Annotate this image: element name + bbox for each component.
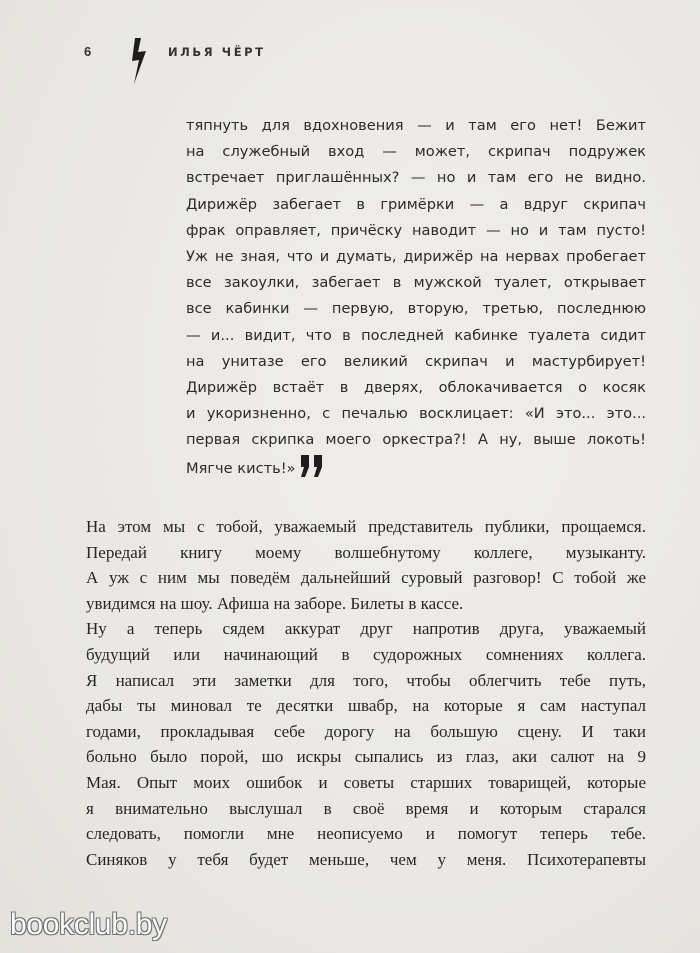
quote-line xyxy=(186,296,646,322)
quote-line xyxy=(186,453,646,479)
body-line: увидимся на шоу. Афиша на заборе. Билеты в кассе. xyxy=(86,593,464,613)
quote-block xyxy=(186,113,646,480)
quote-line-text: и укоризненно, с печалью восклицает: «И это... это... xyxy=(186,405,646,423)
quote-line-text: Дирижёр встаёт в дверях, облокачивается о косяк xyxy=(186,378,646,396)
quote-line-text: Уж не зная, что и думать, дирижёр на нервах пробегает xyxy=(186,247,646,265)
quote-line-text: встречает приглашённых? — но и там его не видно. xyxy=(186,169,646,187)
quote-line-text: все закоулки, забегает в мужской туалет, открывает xyxy=(186,274,646,292)
page-number: 6 xyxy=(84,44,92,59)
quote-line xyxy=(186,139,646,165)
body-line: Мая. Опыт моих ошибок и советы старших товарищей, которые xyxy=(86,772,646,792)
quote-line xyxy=(186,323,646,349)
body-line: я внимательно выслушал в своё время и которым старался xyxy=(86,798,646,818)
body-line: Передай книгу моему волшебнутому коллеге, музыканту. xyxy=(86,542,646,562)
quote-line-text: Дирижёр забегает в гримёрки — а вдруг скрипач xyxy=(186,195,646,213)
body-line: Ну а теперь сядем аккурат друг напротив друга, уважаемый xyxy=(86,619,646,639)
running-head: ИЛЬЯ ЧЁРТ xyxy=(168,45,266,59)
quote-line xyxy=(186,349,646,375)
quote-line-text: — и... видит, что в последней кабинке туалета сидит xyxy=(186,326,646,344)
quote-line-text: первая скрипка моего оркестра?! А ну, выше локоть! xyxy=(186,431,646,449)
quote-line xyxy=(186,427,646,453)
quote-line-text: Мягче кисть!» xyxy=(186,460,296,478)
body-line: дабы ты миновал те десятки швабр, на которые я сам наступал xyxy=(86,696,646,716)
quote-line xyxy=(186,401,646,427)
watermark: bookclub.by xyxy=(10,908,167,941)
quote-line xyxy=(186,218,646,244)
quote-line-text: на служебный вход — может, скрипач подружек xyxy=(186,143,646,161)
quote-line-text: на унитазе его великий скрипач и мастурбирует! xyxy=(186,352,646,370)
body-line: будущий или начинающий в судорожных сомнениях коллега. xyxy=(86,644,646,664)
quote-line xyxy=(186,192,646,218)
lightning-bolt-icon xyxy=(131,38,151,84)
body-line: Я написал эти заметки для того, чтобы облегчить тебе путь, xyxy=(86,670,646,690)
quote-line-text: фрак оправляет, причёску наводит — но и там пусто! xyxy=(186,221,646,239)
quote-line xyxy=(186,165,646,191)
quote-line xyxy=(186,375,646,401)
body-line: А уж с ним мы поведём дальнейший суровый разговор! С тобой же xyxy=(86,568,646,588)
quote-line xyxy=(186,244,646,270)
body-line: Синяков у тебя будет меньше, чем у меня. Психотерапевты xyxy=(86,849,646,869)
quote-line xyxy=(186,270,646,296)
body-line: больно было порой, шо искры сыпались из глаз, аки салют на 9 xyxy=(86,747,646,767)
closing-quote-icon xyxy=(299,453,325,479)
quote-line-text: тяпнуть для вдохновения — и там его нет! Бежит xyxy=(186,117,646,134)
body-line: следовать, помогли мне неописуемо и помогут теперь тебе. xyxy=(86,824,646,844)
page-header xyxy=(84,38,644,88)
quote-line xyxy=(186,113,646,139)
quote-line-text: все кабинки — первую, вторую, третью, последнюю xyxy=(186,300,646,318)
body-line: На этом мы с тобой, уважаемый представитель публики, прощаемся. xyxy=(86,517,646,536)
body-line: годами, прокладывая себе дорогу на большую сцену. И таки xyxy=(86,721,646,741)
body-text xyxy=(86,514,646,872)
